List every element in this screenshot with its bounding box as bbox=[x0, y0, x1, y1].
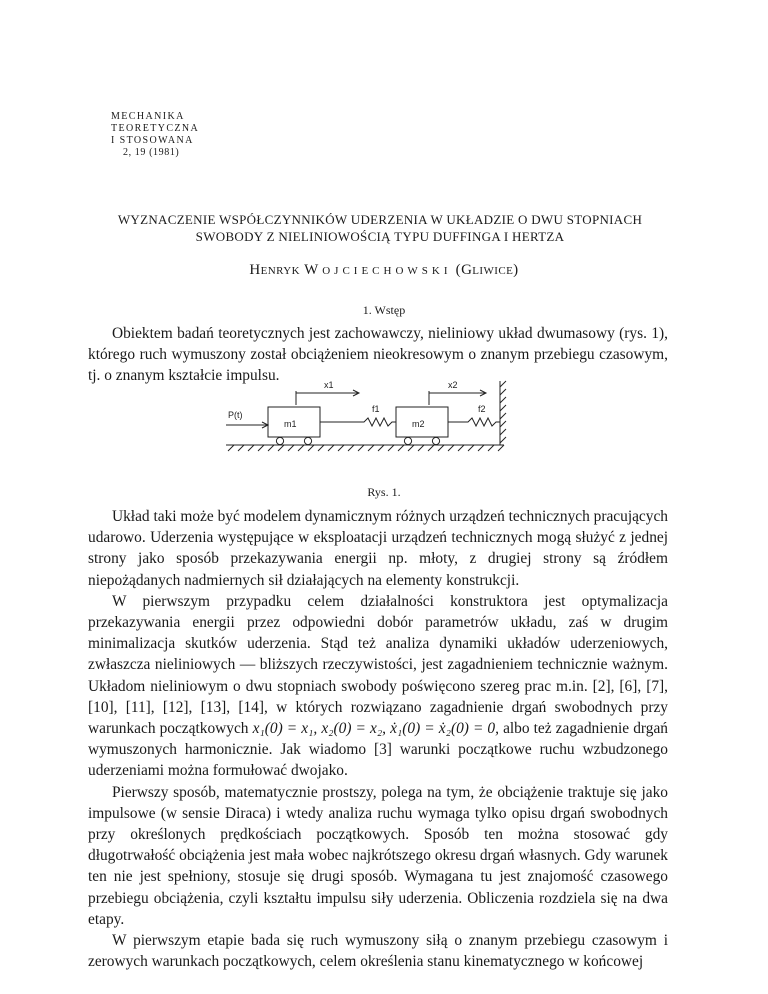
body-text bbox=[88, 506, 668, 972]
wheel bbox=[276, 437, 283, 444]
mass-2-label: m2 bbox=[412, 419, 425, 429]
ground-hatching bbox=[228, 445, 504, 451]
spring-1 bbox=[320, 418, 396, 426]
article-title bbox=[60, 211, 700, 245]
x2-label: x2 bbox=[448, 380, 458, 390]
spring-2 bbox=[448, 418, 500, 426]
section-heading: 1. Wstęp bbox=[362, 303, 406, 317]
wheel bbox=[404, 437, 411, 444]
journal-issue: 2, 19 (1981) bbox=[123, 147, 180, 158]
author-affiliation: (Gliwice) bbox=[455, 262, 519, 278]
initial-conditions-formula: x₁(0) = x₁, x₂(0) = x₂, ẋ₁(0) = ẋ₂(0) = 0, bbox=[252, 720, 499, 738]
paragraph-5: W pierwszym etapie bada się ruch wymuszony siłą o znanym przebiegu czasowym i zerowych warunkach początkowych, celem określenia stanu kinematycznego w końcowej bbox=[88, 932, 668, 971]
paragraph-3-part-b: albo też zagadnienie drgań wymuszonych harmonicznie. Jak wiadomo [3] warunki początkowe ruchu wzbudzonego uderzeniami można formułować dwojako. bbox=[88, 720, 668, 780]
author-line bbox=[0, 262, 768, 279]
author-first-name: Henryk bbox=[249, 262, 300, 278]
x1-label: x1 bbox=[324, 380, 334, 390]
spring-1-label: f1 bbox=[372, 404, 380, 414]
force-label: P(t) bbox=[228, 410, 243, 420]
wall-hatching bbox=[500, 381, 506, 443]
journal-name-line3: I STOSOWANA bbox=[111, 135, 194, 146]
journal-name-line2: TEORETYCZNA bbox=[111, 123, 200, 134]
mass-1-label: m1 bbox=[284, 419, 297, 429]
paragraph-3-part-a: W pierwszym przypadku celem działalności konstruktora jest optymalizacja przekazywania energii przez odpowiedni dobór parametrów układu, zaś w drugim minimalizacja skutków uderzenia. Stąd też analiza dynamiki układów uderzeniowych, zwłaszcza nieliniowych — bliższych rzeczywistości, jest zagadnieniem technicznie ważnym. Układom nieliniowym o dwu stopniach swobody poświęcono szereg prac m.in. [2], [6], [7], [10], [11], [12], [13], [14], w których rozwiązano zagadnienie drgań swobodnych przy warunkach początkowych bbox=[88, 592, 668, 738]
title-line2: SWOBODY Z NIELINIOWOŚCIĄ TYPU DUFFINGA I HERTZA bbox=[195, 229, 565, 244]
figure-caption: Rys. 1. bbox=[367, 485, 401, 499]
title-line1: WYZNACZENIE WSPÓŁCZYNNIKÓW UDERZENIA W UKŁADZIE O DWU STOPNIACH bbox=[117, 212, 643, 227]
journal-header bbox=[111, 111, 199, 159]
spring-2-label: f2 bbox=[478, 404, 486, 414]
figure-two-mass-system bbox=[224, 377, 524, 471]
wheel bbox=[432, 437, 439, 444]
intro-text: Obiektem badań teoretycznych jest zachowawczy, nieliniowy układ dwumasowy (rys. 1), którego ruch wymuszony został obciążeniem nieokresowym o znanym przebiegu czasowym, tj. o znanym kształcie impulsu. bbox=[88, 325, 668, 385]
author-surname: Wojciechowski bbox=[304, 262, 452, 278]
paragraph-2: Układ taki może być modelem dynamicznym różnych urządzeń technicznych pracujących udarowo. Uderzenia występujące w eksploatacji urządzeń technicznych mogą służyć z jednej strony jako sposób przekazywania energii np. młoty, z drugiej strony są źródłem niepożądanych nadmiernych sił działających na elementy konstrukcji. bbox=[88, 508, 668, 589]
journal-name-line1: MECHANIKA bbox=[111, 111, 185, 122]
paragraph-4: Pierwszy sposób, matematycznie prostszy, polega na tym, że obciążenie traktuje się jako impulsowe (w sensie Diraca) i wtedy analiza ruchu wymaga tylko opisu drgań swobodnych przy określonych prędkościach początkowych. Sposób ten można stosować gdy długotrwałość obciążenia jest mała wobec najkrótszego okresu drgań własnych. Gdy warunek ten nie jest spełniony, stosuje się drugi sposób. Wymagana tu jest znajomość czasowego przebiegu obciążenia, czyli kształtu impulsu siły uderzenia. Obliczenia rozdziela się na dwa etapy. bbox=[88, 783, 668, 928]
wheel bbox=[304, 437, 311, 444]
paragraph-3 bbox=[88, 591, 668, 782]
